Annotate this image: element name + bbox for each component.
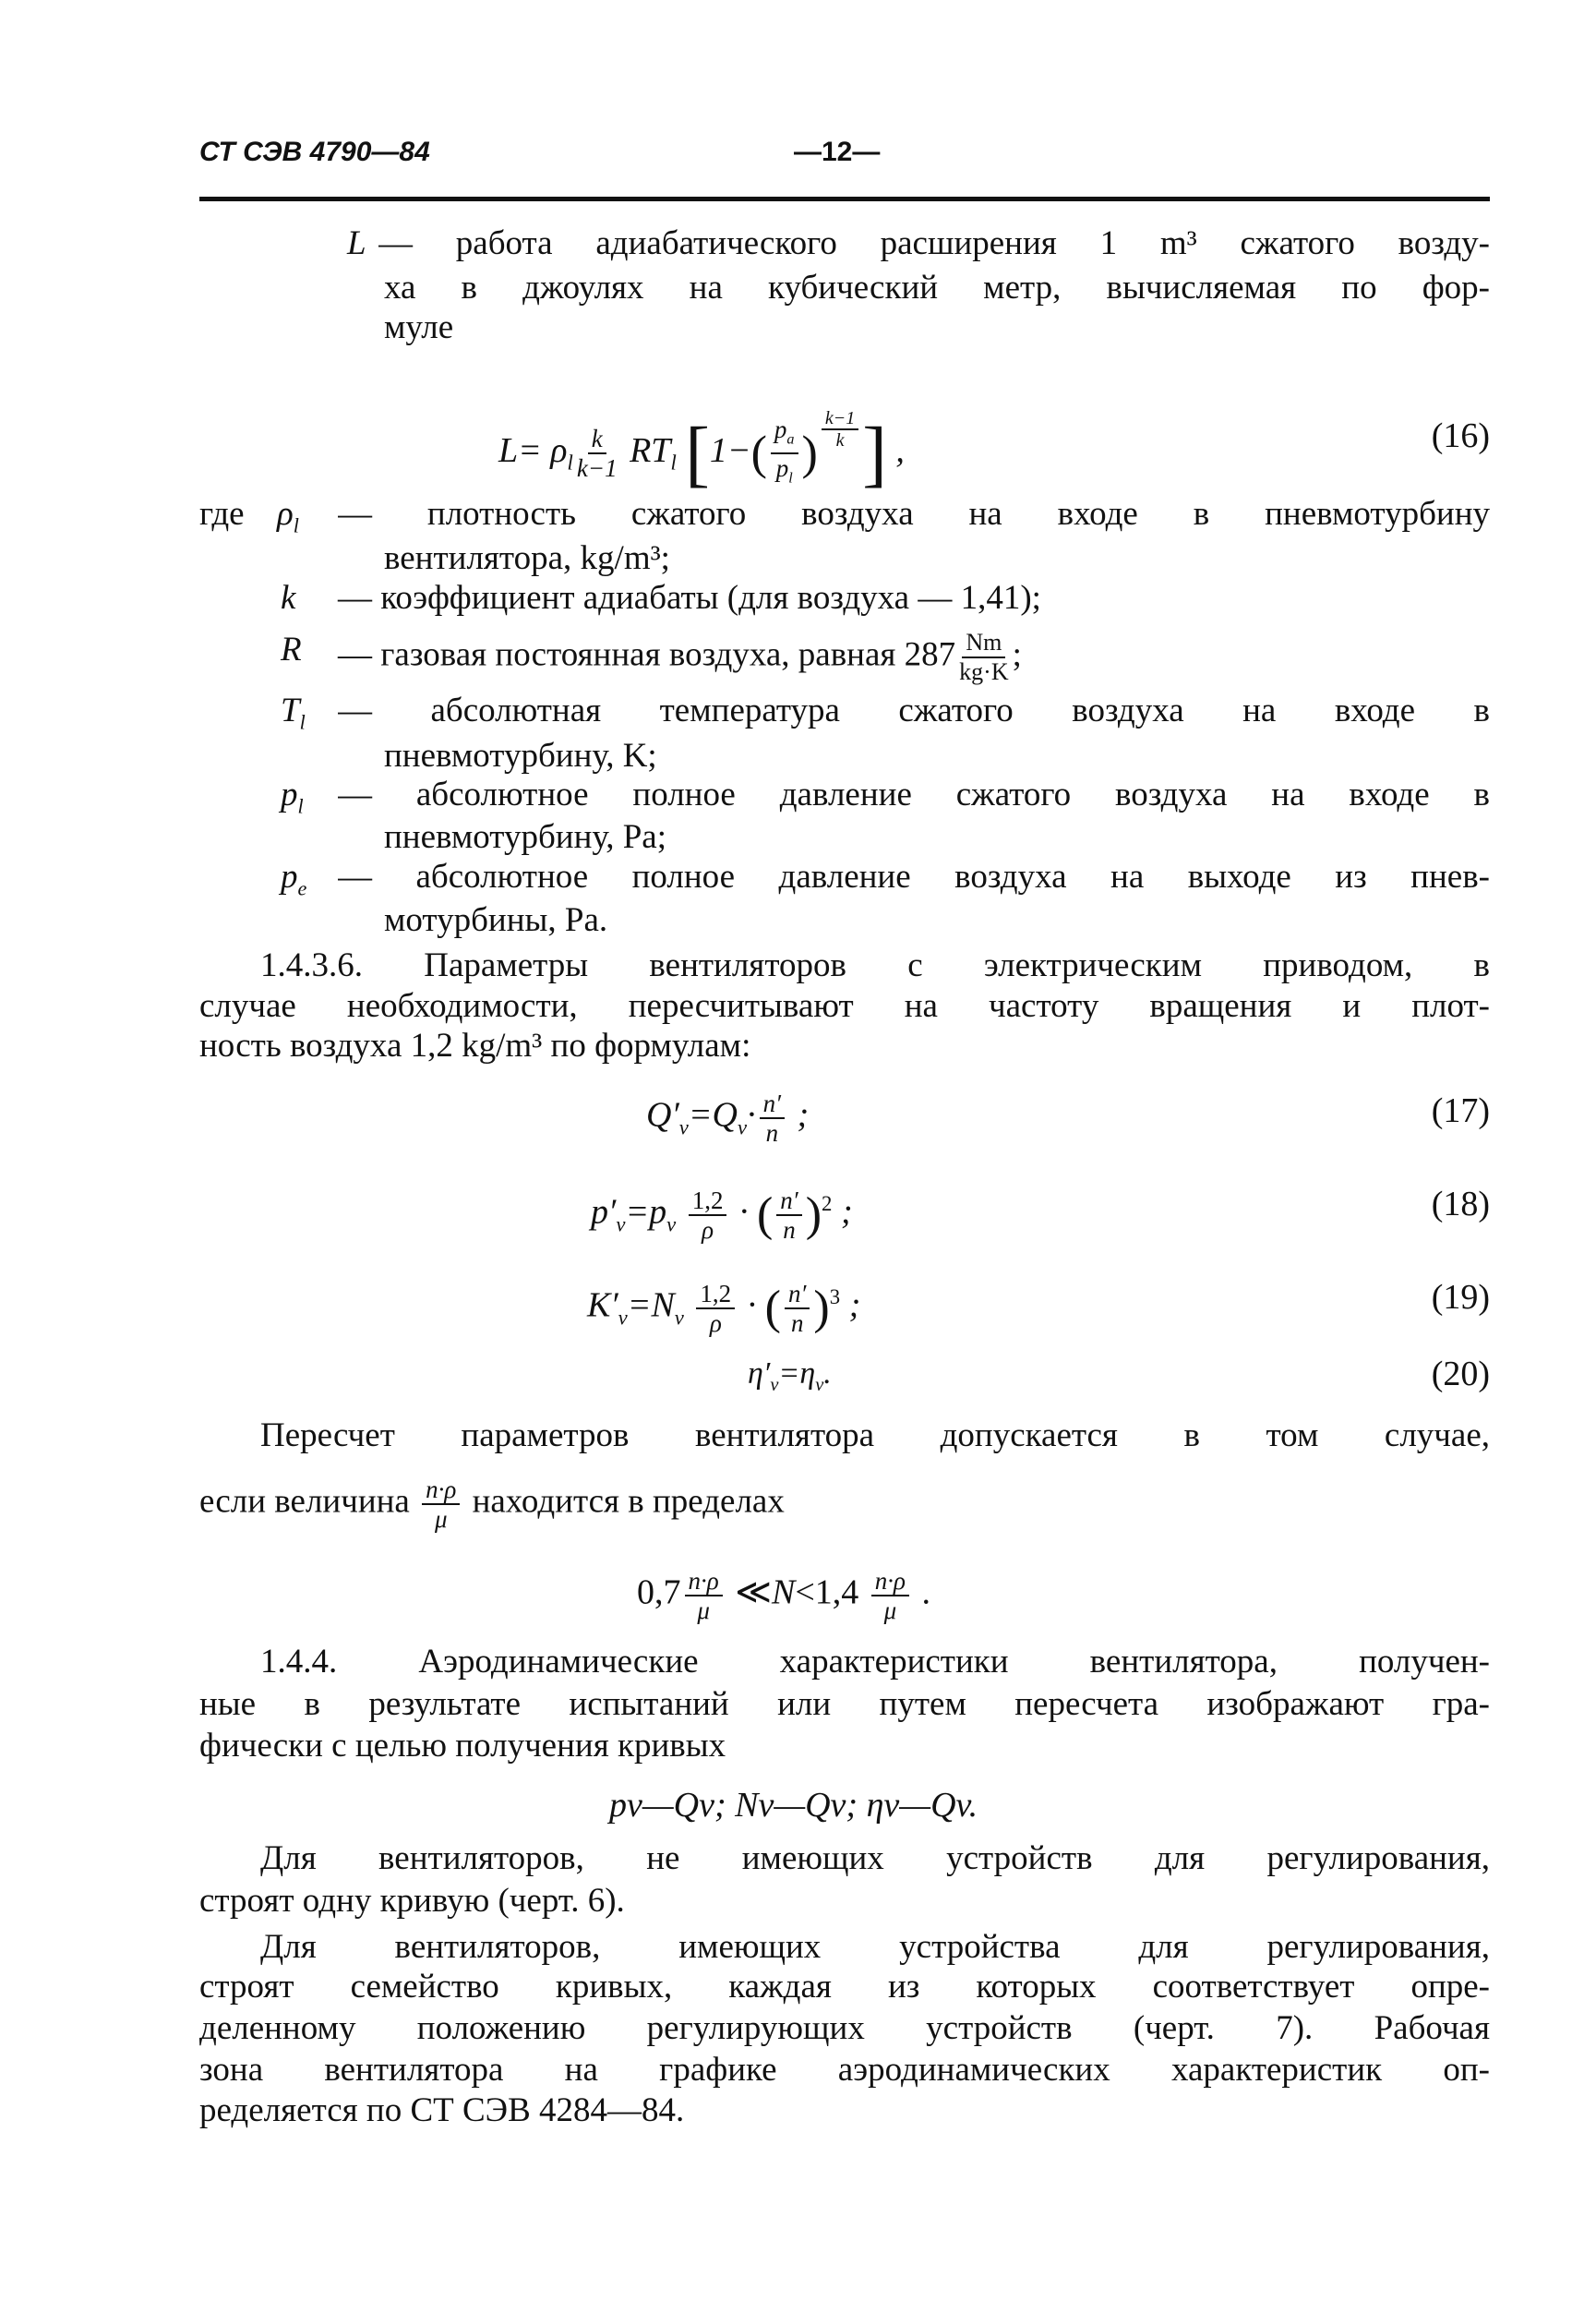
text-line: фически с целью получения кривых	[199, 1727, 726, 1765]
equation-number: (16)	[1431, 416, 1490, 455]
text-line: — абсолютное полное давление сжатого воздуха на входе в	[338, 776, 1490, 813]
equation-20: $\eta'_v=\eta_v$.	[748, 1356, 832, 1395]
text-line: пневмотурбину, K;	[384, 737, 657, 775]
text-line: 1.4.3.6. Параметры вентиляторов с электрическим приводом, в	[260, 946, 1490, 984]
text-line: — газовая постоянная воздуха, равная 287 $\frac{Nm}{kg\cdot K}$ ;	[338, 629, 1022, 685]
text-line: мотурбины, Pa.	[384, 901, 608, 939]
symbol: $\rho_l$	[277, 495, 299, 537]
text-line: ные в результате испытаний или путем пересчета изображают гра-	[199, 1685, 1490, 1723]
text-line: строят одну кривую (черт. 6).	[199, 1882, 625, 1920]
range-inequality: 0,7 $\frac{n\cdot\rho}{\mu}$ ≪N<1,4 $\frac{n\cdot\rho}{\mu}$ .	[637, 1567, 931, 1624]
text-line: — плотность сжатого воздуха на входе в пневмотурбину	[338, 495, 1490, 533]
text-line: ность воздуха 1,2 kg/m³ по формулам:	[199, 1027, 751, 1065]
text-line: 1.4.4. Аэродинамические характеристики вентилятора, получен-	[260, 1643, 1490, 1681]
text-line: если величина $\frac{n\cdot\rho}{\mu}$ находится в пределах	[199, 1476, 785, 1533]
text-line: ределяется по СТ СЭВ 4284—84.	[199, 2091, 685, 2129]
equation-number: (18)	[1431, 1185, 1490, 1223]
equation-number: (17)	[1431, 1091, 1490, 1130]
text-line: вентилятора, kg/m³;	[384, 539, 670, 577]
symbol: $p_l$	[281, 776, 304, 818]
header-rule	[199, 197, 1490, 201]
symbol: $p_e$	[281, 858, 307, 900]
equation-number: (19)	[1431, 1278, 1490, 1317]
document-code: СТ СЭВ 4790—84	[199, 137, 430, 167]
text-line: строят семейство кривых, каждая из которых соответствует опре-	[199, 1968, 1490, 2006]
text-line: деленному положению регулирующих устройств (черт. 7). Рабочая	[199, 2009, 1490, 2047]
text-line: муле	[384, 308, 454, 346]
symbol-L: L	[347, 224, 366, 262]
equation-18: $p'_v=p_v$ $\frac{1,2}{\rho}$ · ( $\frac{n'}{n}$ )$^2$ ;	[591, 1186, 853, 1244]
text-line: ха в джоулях на кубический метр, вычисляемая по фор-	[384, 269, 1490, 307]
symbol: $T_l$	[281, 692, 306, 734]
text-line: — абсолютное полное давление воздуха на выходе из пнев-	[338, 858, 1490, 896]
page-number: —12—	[794, 137, 881, 167]
text-line: случае необходимости, пересчитывают на частоту вращения и плот-	[199, 987, 1490, 1025]
text-line: — абсолютная температура сжатого воздуха на входе в	[338, 692, 1490, 729]
symbol: k	[281, 579, 296, 617]
text-line: Для вентиляторов, имеющих устройства для регулирования,	[260, 1928, 1490, 1966]
equation-19: $K'_v=N_v$ $\frac{1,2}{\rho}$ · ( $\frac{n'}{n}$ )$^3$ ;	[587, 1279, 861, 1337]
text-line: пневмотурбину, Pa;	[384, 818, 666, 856]
text-line: Пересчет параметров вентилятора допускается в том случае,	[260, 1416, 1490, 1454]
equation-16: $L= \rho_l$ $\frac{k}{k-1}$ $RT_l$ [1−( $\frac{p_a}{p_l}$ ) $^{\frac{k-1}{k}}$ ] ,	[498, 407, 905, 495]
curves-formula: pv—Qv; Nv—Qv; ηv—Qv.	[609, 1786, 978, 1825]
symbol: R	[281, 631, 302, 669]
where-label: где	[199, 495, 245, 533]
text-line: зона вентилятора на графике аэродинамических характеристик оп-	[199, 2051, 1490, 2089]
text-line: — работа адиабатического расширения 1 m³ сжатого возду-	[378, 224, 1490, 262]
text-line: Для вентиляторов, не имеющих устройств для регулирования,	[260, 1839, 1490, 1877]
text-line: — коэффициент адиабаты (для воздуха — 1,41);	[338, 579, 1041, 617]
equation-number: (20)	[1431, 1355, 1490, 1393]
equation-17: $Q'_v=Q_v\cdot$ $\frac{n'}{n}$ ;	[646, 1090, 810, 1147]
